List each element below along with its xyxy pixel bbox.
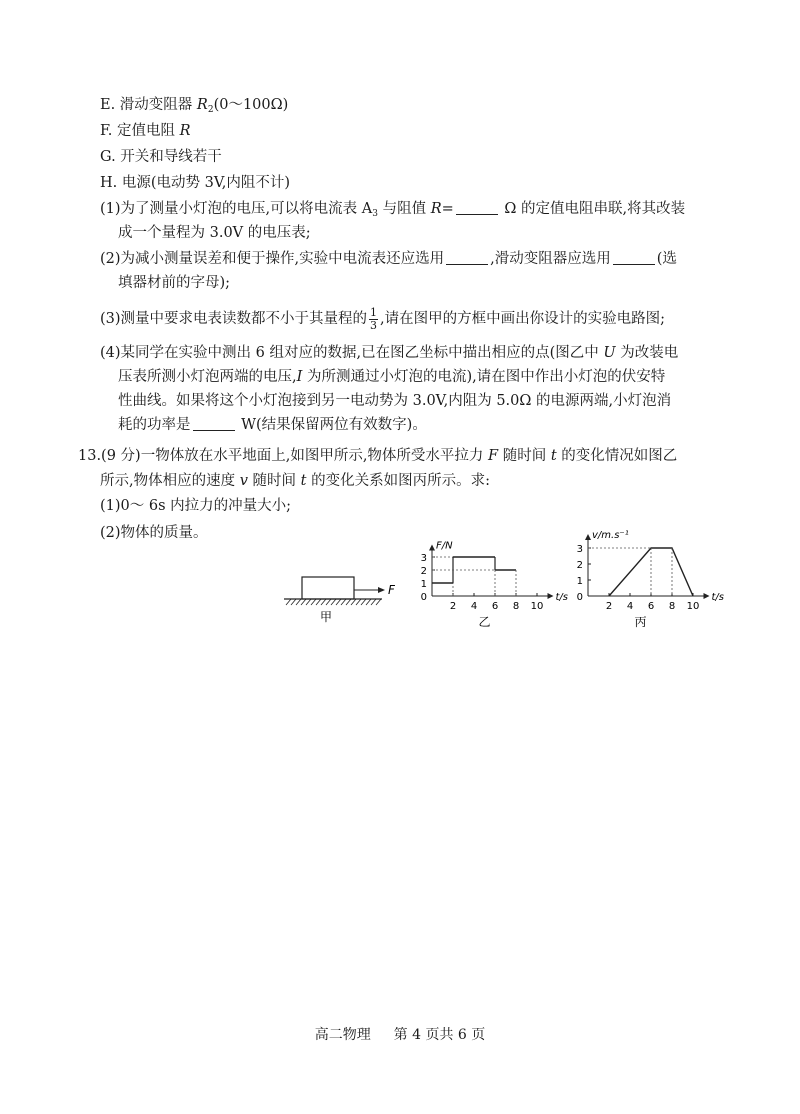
y-tick-label: 1 (420, 579, 427, 590)
item-f: F. 定值电阻 R (100, 123, 191, 139)
hatch-line (356, 599, 361, 605)
hatch-line (301, 599, 306, 605)
q13-sub1: (1)0～ 6s 内拉力的冲量大小; (100, 498, 292, 514)
x-tick-label: 10 (686, 601, 700, 612)
hatch-line (321, 599, 326, 605)
x-axis-arrow-icon (548, 593, 554, 599)
hatch-line (361, 599, 366, 605)
answer-blank[interactable] (456, 200, 498, 215)
x-axis-label: t/s (711, 592, 724, 603)
hatch-line (366, 599, 371, 605)
y-tick-label: 0 (576, 592, 583, 603)
chart-bing (568, 518, 728, 632)
y-tick-label: 3 (576, 544, 583, 555)
figure-jia (282, 565, 412, 627)
x-tick-label: 2 (449, 601, 457, 612)
hatch-line (336, 599, 341, 605)
answer-blank[interactable] (613, 250, 655, 265)
q13-sub2: (2)物体的质量。 (100, 525, 208, 541)
hatch-line (331, 599, 336, 605)
x-axis-label: t/s (555, 592, 568, 603)
force-label: F (388, 583, 395, 597)
x-tick-label: 8 (668, 601, 676, 612)
q12-part1-line2: 成一个量程为 3.0V 的电压表; (118, 225, 311, 241)
chart-caption: 丙 (634, 615, 647, 629)
q12-part4-line2: 压表所测小灯泡两端的电压,I 为所测通过小灯泡的电流),请在图中作出小灯泡的伏安特 (118, 369, 666, 385)
ground-hatch (286, 599, 381, 605)
hatch-line (376, 599, 381, 605)
hatch-line (306, 599, 311, 605)
hatch-line (351, 599, 356, 605)
q12-part4: (4)某同学在实验中测出 6 组对应的数据,已在图乙坐标中描出相应的点(图乙中 U 为改装电 (100, 345, 679, 361)
hatch-line (296, 599, 301, 605)
q12-part4-line3: 性曲线。如果将这个小灯泡接到另一电动势为 3.0V,内阻为 5.0Ω 的电源两端,小灯泡消 (118, 393, 672, 409)
y-tick-label: 2 (576, 560, 583, 571)
y-tick-label: 1 (576, 576, 583, 587)
item-g: G. 开关和导线若干 (100, 149, 222, 165)
chart-yi (412, 528, 568, 632)
chart-caption: 乙 (478, 615, 491, 629)
x-tick-label: 4 (626, 601, 634, 612)
page-footer (0, 1024, 800, 1044)
hatch-line (371, 599, 376, 605)
hatch-line (341, 599, 346, 605)
x-tick-label: 4 (470, 601, 478, 612)
y-tick-label: 0 (420, 592, 427, 603)
hatch-line (286, 599, 291, 605)
x-tick-label: 6 (491, 601, 499, 612)
x-axis-arrow-icon (704, 593, 710, 599)
fraction: $\frac{1}{3}$ (370, 305, 378, 332)
x-tick-label: 2 (605, 601, 613, 612)
q12-part2-line2: 填器材前的字母); (118, 275, 231, 291)
answer-blank[interactable] (193, 416, 235, 431)
q12-part4-line4: 耗的功率是 W(结果保留两位有效数字)。 (118, 417, 427, 433)
y-axis-label: F/N (436, 540, 453, 552)
y-tick-label: 3 (420, 553, 427, 564)
hatch-line (291, 599, 296, 605)
y-axis-label: v/m.s⁻¹ (592, 530, 629, 541)
arrow-head-icon (378, 587, 385, 593)
hatch-line (346, 599, 351, 605)
hatch-line (311, 599, 316, 605)
x-tick-label: 10 (530, 601, 544, 612)
q12-part1: (1)为了测量小灯泡的电压,可以将电流表 $A_3$ 与阻值 R= Ω 的定值电阻串联,将其改装 (100, 201, 686, 219)
y-axis-arrow-icon (585, 534, 591, 540)
answer-blank[interactable] (446, 250, 488, 265)
item-e: E. 滑动变阻器 $R_2(0\sim 100\Omega)$ (100, 97, 289, 115)
footer-page: 第 4 页共 6 页 (393, 1027, 486, 1043)
y-axis-arrow-icon (429, 545, 435, 551)
caption-jia: 甲 (320, 610, 333, 624)
block (302, 577, 354, 599)
hatch-line (326, 599, 331, 605)
q13-line1: 13.(9 分)一物体放在水平地面上,如图甲所示,物体所受水平拉力 F 随时间 t 的变化情况如图乙 (78, 448, 678, 464)
q12-part2: (2)为减小测量误差和便于操作,实验中电流表还应选用 ,滑动变阻器应选用 (选 (100, 251, 677, 267)
y-tick-label: 2 (420, 566, 427, 577)
hatch-line (316, 599, 321, 605)
q12-part3: (3)测量中要求电表读数都不小于其量程的 $\frac{1}{3}$ ,请在图甲的方框中画出你设计的实验电路图; (100, 305, 666, 332)
x-tick-label: 8 (512, 601, 520, 612)
item-h: H. 电源(电动势 3V,内阻不计) (100, 175, 291, 191)
x-tick-label: 6 (647, 601, 655, 612)
q13-line2: 所示,物体相应的速度 v 随时间 t 的变化关系如图丙所示。求: (100, 473, 490, 489)
footer-subject: 高二物理 (314, 1027, 371, 1043)
